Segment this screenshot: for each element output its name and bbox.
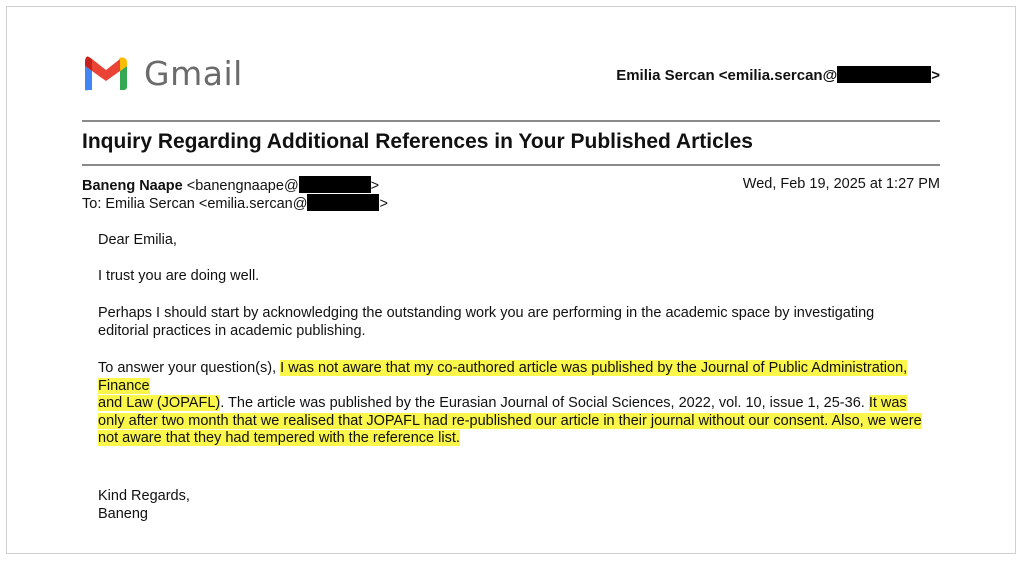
- email-date: Wed, Feb 19, 2025 at 1:27 PM: [742, 176, 940, 192]
- sender-name: Baneng Naape: [82, 178, 183, 194]
- highlighted-text: It was only after two month that we realised that JOPAFL had re-published our article in their journal without our consent. Also, we were not aware that they had tempered with the reference list.: [98, 395, 922, 446]
- gmail-logo: [82, 54, 243, 93]
- sender-email: <banengnaape@: [186, 178, 299, 194]
- email-subject: Inquiry Regarding Additional References in Your Published Articles: [82, 130, 753, 153]
- recipient-label: To: Emilia Sercan <emilia.sercan@: [82, 196, 308, 212]
- highlighted-text: and Law (JOPAFL): [98, 395, 221, 411]
- divider-top: [82, 120, 940, 122]
- redaction-bar: [837, 66, 931, 83]
- account-suffix: >: [931, 67, 940, 84]
- paragraph-acknowledgement: Perhaps I should start by acknowledging the outstanding work you are performing in the academic space by investigating editorial practices in academic publishing.: [98, 305, 875, 339]
- greeting: Dear Emilia,: [98, 232, 177, 248]
- gmail-m-icon: [82, 56, 130, 92]
- account-header: [616, 66, 940, 84]
- opening-line: I trust you are doing well.: [98, 268, 260, 284]
- divider-bottom: [82, 164, 940, 166]
- answer-middle: . The article was published by the Eurasian Journal of Social Sciences, 2022, vol. 10, issue 1, 25-36.: [220, 395, 869, 411]
- recipient-line: [82, 194, 388, 212]
- sender-suffix: >: [370, 178, 380, 194]
- paragraph-answer: [98, 360, 924, 448]
- signature: Baneng: [98, 506, 148, 522]
- answer-intro: To answer your question(s),: [98, 360, 281, 376]
- gmail-wordmark: Gmail: [144, 54, 243, 93]
- highlighted-text: I was not aware that my co-authored article was published by the Journal of Public Administration, Finance: [98, 360, 908, 394]
- redaction-bar: [299, 176, 371, 193]
- redaction-bar: [307, 194, 379, 211]
- signoff: Kind Regards,: [98, 488, 190, 504]
- sender-line: [82, 176, 379, 194]
- account-label: Emilia Sercan <emilia.sercan@: [616, 67, 838, 84]
- recipient-suffix: >: [379, 196, 388, 212]
